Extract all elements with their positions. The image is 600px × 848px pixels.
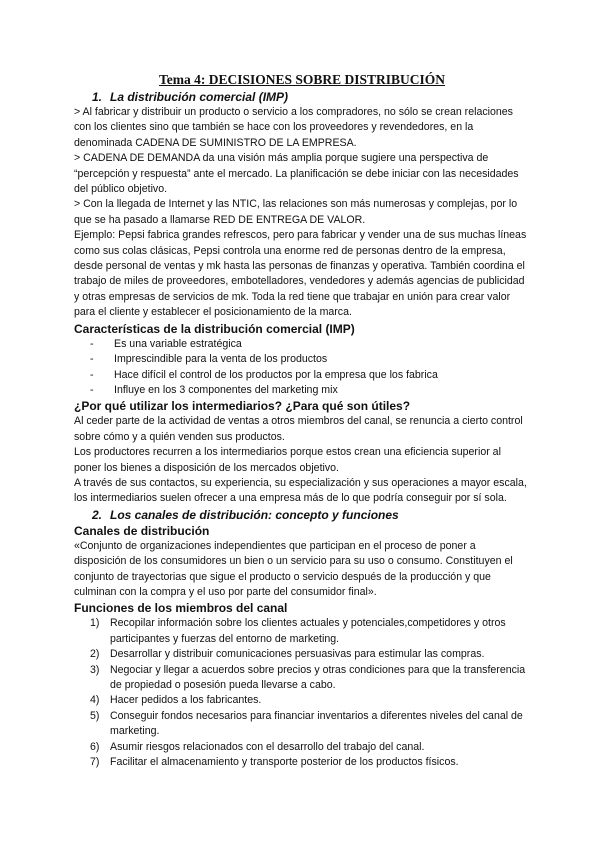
paragraph: Al ceder parte de la actividad de ventas a otros miembros del canal, se renuncia a cierto control sobre cómo y a quién venden sus productos.: [74, 415, 523, 443]
characteristics-list: [74, 337, 530, 399]
list-item: 3) Negociar y llegar a acuerdos sobre precios y otras condiciones para que la transferencia de propiedad o posesión pueda llevarse a cabo.: [90, 663, 526, 691]
functions-list: [74, 616, 530, 770]
paragraph: A través de sus contactos, su experiencia, su especialización y sus operaciones a mayor escala, los intermediarios suelen ofrecer a una empresa más de lo que podría conseguir por sí sola.: [74, 476, 527, 505]
characteristics-heading: Características de la distribución comercial (IMP): [74, 321, 355, 336]
list-item: - Es una variable estratégica: [90, 337, 530, 352]
section-2-title: Los canales de distribución: concepto y funciones: [110, 507, 399, 522]
section-2-heading: [74, 507, 530, 523]
intermediaries-heading: ¿Por qué utilizar los intermediarios? ¿Para qué son útiles?: [74, 399, 411, 414]
section-1-heading: [74, 89, 530, 105]
paragraph: Los productores recurren a los intermediarios porque estos crean una eficiencia superior al poner los bienes a disposición de los mercados objetivo.: [74, 446, 501, 474]
list-item: 2) Desarrollar y distribuir comunicaciones persuasivas para estimular las compras.: [90, 648, 485, 661]
list-item: 6) Asumir riesgos relacionados con el desarrollo del trabajo del canal.: [90, 740, 425, 753]
list-item: - Imprescindible para la venta de los productos: [90, 352, 530, 367]
functions-heading: Funciones de los miembros del canal: [74, 601, 288, 616]
list-item: 4) Hacer pedidos a los fabricantes.: [90, 694, 262, 707]
paragraph: > CADENA DE DEMANDA da una visión más amplia porque sugiere una perspectiva de “percepción y respuesta” ante el mercado. La planificación se debe iniciar con las necesidades del público objetivo.: [74, 152, 519, 196]
channels-heading: Canales de distribución: [74, 523, 210, 538]
list-item: 7) Facilitar el almacenamiento y transporte posterior de los productos físicos.: [90, 756, 459, 769]
section-1-number: 1.: [92, 90, 103, 104]
section-1-title: La distribución comercial (IMP): [110, 90, 289, 104]
document-title: Tema 4: DECISIONES SOBRE DISTRIBUCIÓN: [158, 72, 446, 87]
list-item: 5) Conseguir fondos necesarios para financiar inventarios a diferentes niveles del canal de marketing.: [90, 709, 523, 738]
definition-paragraph: «Conjunto de organizaciones independientes que participan en el proceso de poner a disposición de los consumidores un bien o un servicio para su uso o consumo. Constituyen el conjunto de trayectorias que sigue el producto o servicio después de la producción y que culminan con la compra y el uso por parte del consumidor final».: [74, 539, 513, 598]
section-2-number: 2.: [92, 507, 103, 522]
list-item: - Influye en los 3 componentes del marketing mix: [90, 383, 530, 398]
paragraph: > Al fabricar y distribuir un producto o servicio a los compradores, no sólo se crean relaciones con los clientes sino que también se hace con los proveedores y revendedores, en la denominada CADENA DE SUMINISTRO DE LA EMPRESA.: [74, 106, 513, 149]
example-paragraph: Ejemplo: Pepsi fabrica grandes refrescos, pero para fabricar y vender una de sus muchas líneas como sus colas clásicas, Pepsi controla una enorme red de personas dentro de la empresa, desde personal de ventas y mk hasta las personas de finanzas y operativa. También coordina el trabajo de miles de proveedores, embotelladores, vendedores y además agencias de publicidad y otras empresas de servicios de mk. Toda la red tiene que trabajar en unión para crear valor para el cliente y establecer el posicionamiento de la marca.: [74, 229, 527, 319]
document-page: [74, 72, 530, 770]
paragraph: > Con la llegada de Internet y las NTIC, las relaciones son más numerosas y complejas, por lo que se ha pasado a llamarse RED DE ENTREGA DE VALOR.: [74, 198, 518, 226]
list-item: 1) Recopilar información sobre los clientes actuales y potenciales,competidores y otros participantes y fuerzas del entorno de marketing.: [90, 617, 506, 645]
list-item: - Hace difícil el control de los productos por la empresa que los fabrica: [90, 368, 530, 383]
